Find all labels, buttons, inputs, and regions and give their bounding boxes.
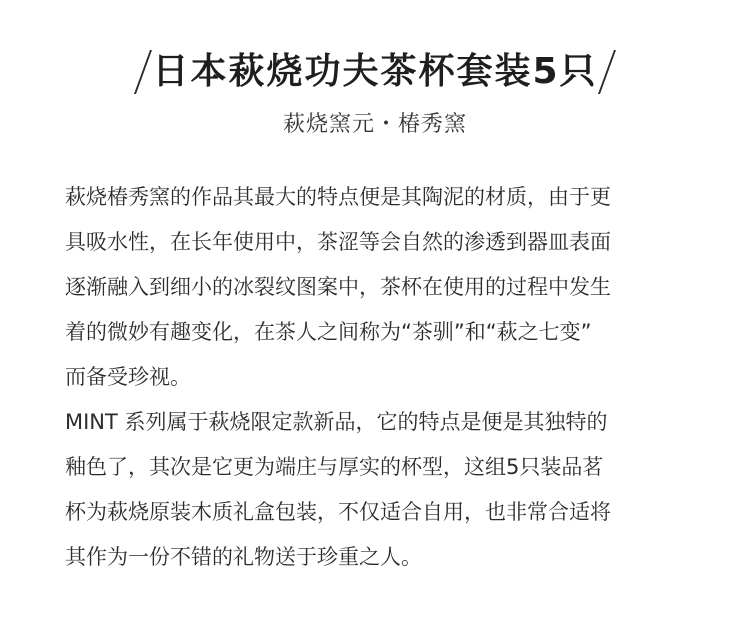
description-line: 而备受珍视。	[65, 365, 191, 389]
page-title: 日本萩烧功夫茶杯套装5只	[152, 51, 598, 92]
page-subtitle: 萩烧窯元・椿秀窯	[282, 112, 467, 137]
left-slash-decoration	[134, 50, 152, 94]
description-body	[65, 175, 695, 580]
title-bar	[0, 44, 750, 100]
description-line: 杯为萩烧原装木质礼盒包装，不仅适合自用，也非常合适将	[65, 500, 611, 524]
description-line: 着的微妙有趣变化，在茶人之间称为“茶驯”和“萩之七变”	[65, 320, 592, 344]
right-slash-decoration	[598, 50, 616, 94]
description-line: MINT 系列属于萩烧限定款新品，它的特点是便是其独特的	[65, 410, 608, 434]
description-line: 逐渐融入到细小的冰裂纹图案中，茶杯在使用的过程中发生	[65, 275, 611, 299]
description-line: 釉色了，其次是它更为端庄与厚实的杯型，这组5只装品茗	[65, 455, 604, 479]
description-line: 其作为一份不错的礼物送于珍重之人。	[65, 545, 422, 569]
description-line: 萩烧椿秀窯的作品其最大的特点便是其陶泥的材质，由于更	[65, 185, 611, 209]
description-line: 具吸水性，在长年使用中，茶涩等会自然的渗透到器皿表面	[65, 230, 611, 254]
